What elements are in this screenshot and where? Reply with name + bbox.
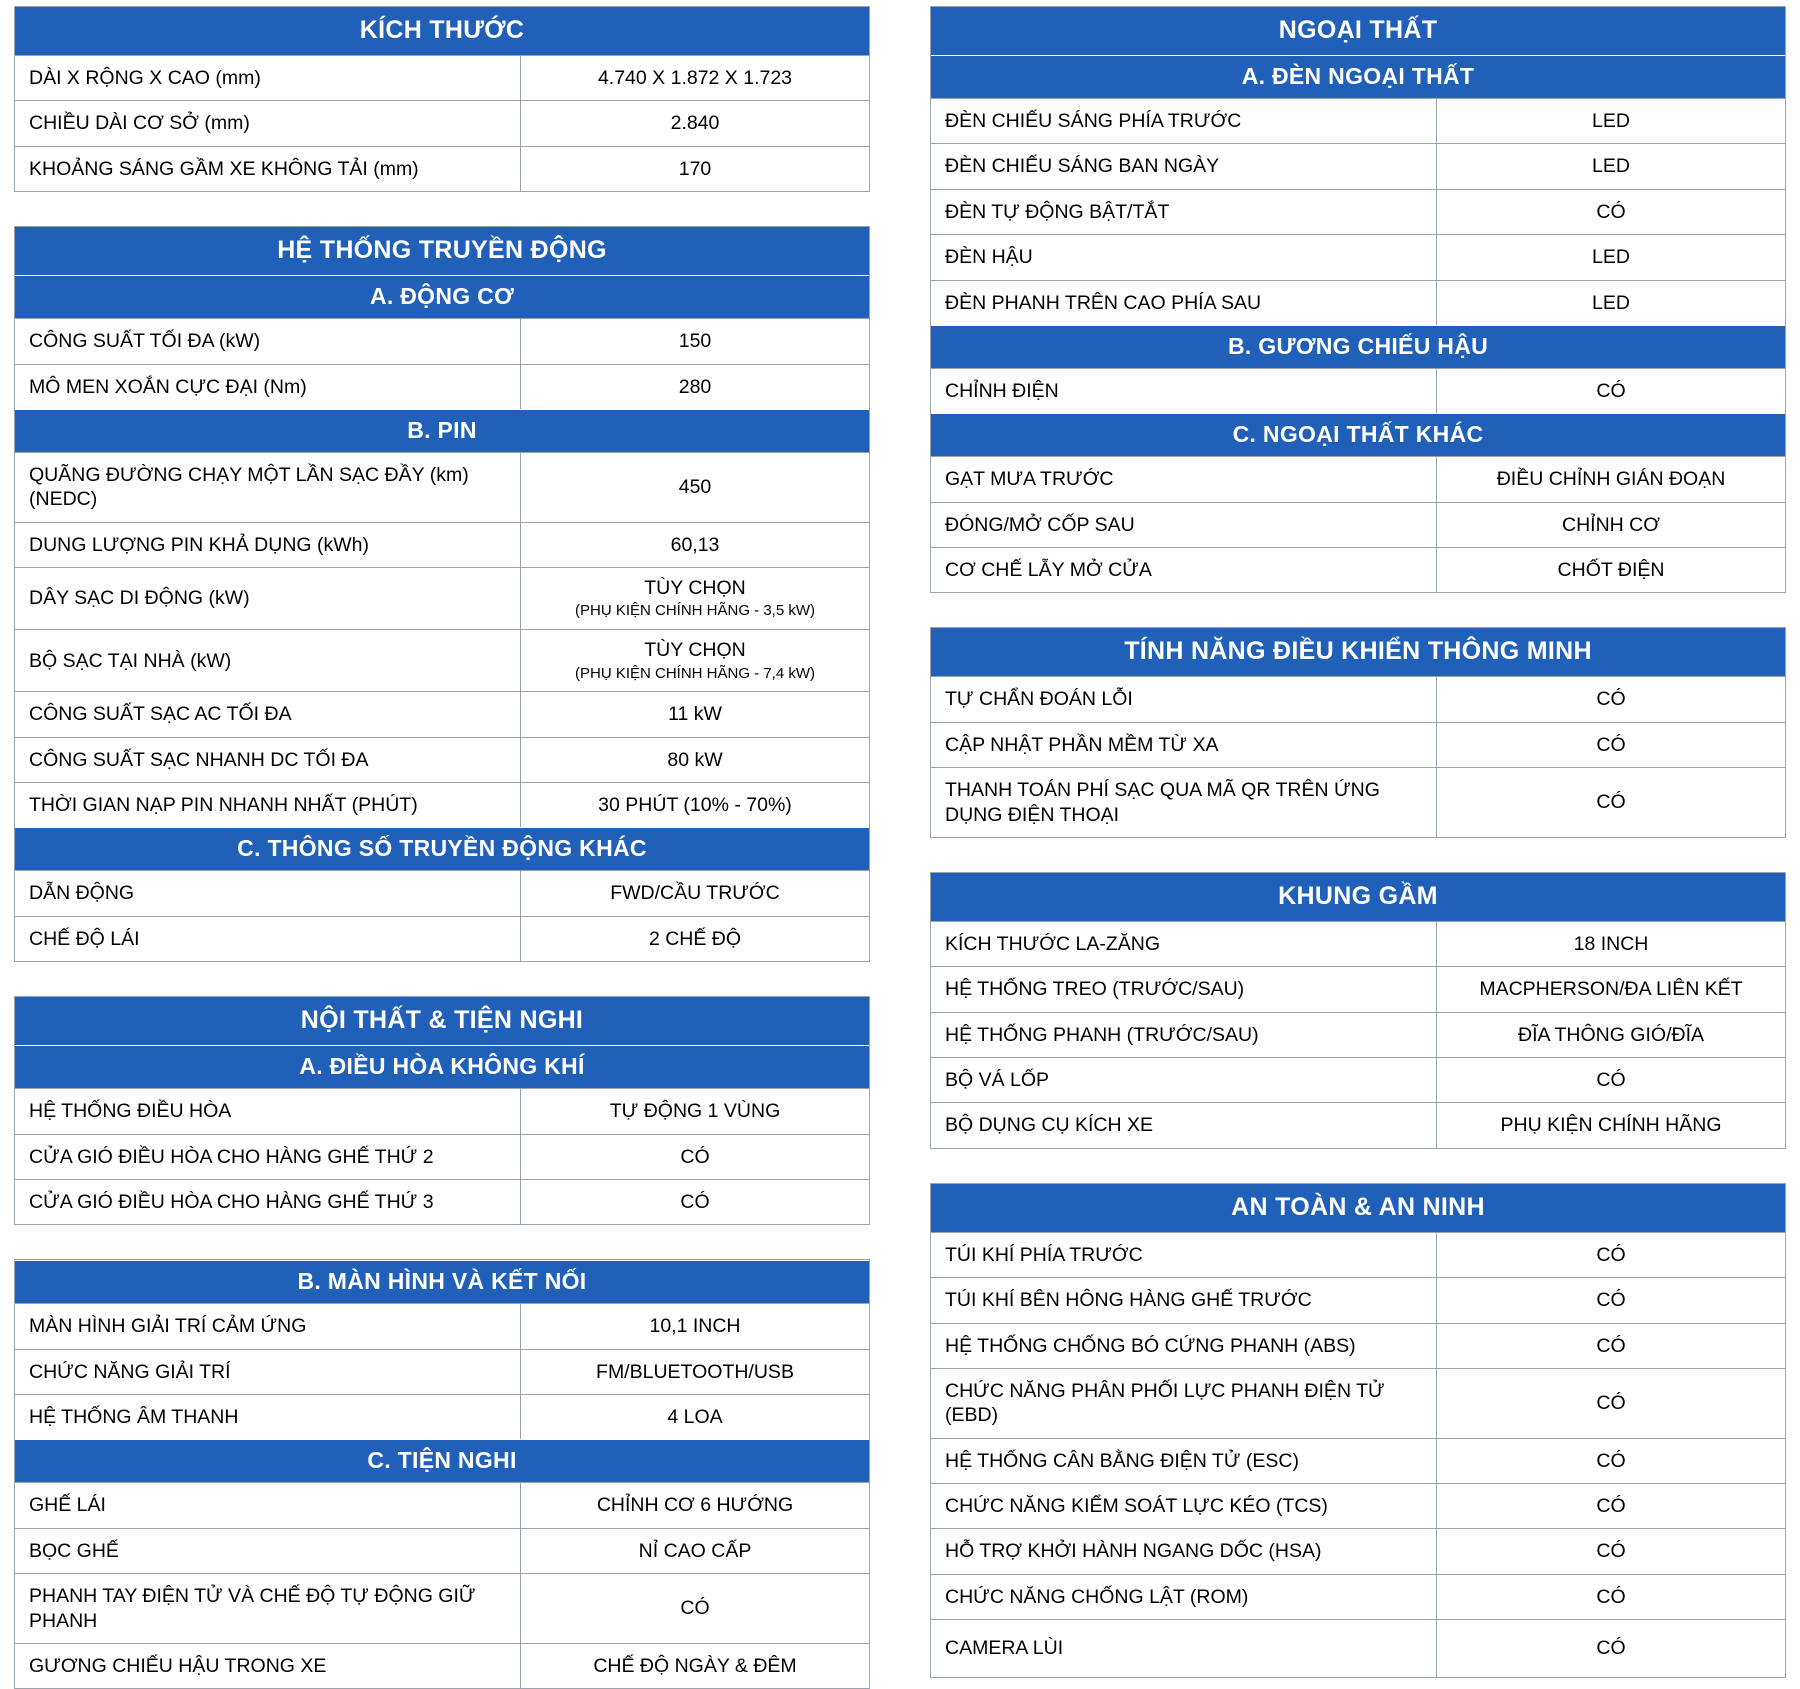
spec-block bbox=[930, 6, 1786, 593]
row-value-main: CHẾ ĐỘ NGÀY & ĐÊM bbox=[593, 1654, 797, 1677]
row-value bbox=[1436, 1575, 1785, 1619]
row-value-main: CHỈNH CƠ 6 HƯỚNG bbox=[596, 1494, 794, 1517]
row-value bbox=[520, 692, 869, 736]
table-row bbox=[931, 1012, 1785, 1057]
row-label: HỆ THỐNG PHANH (TRƯỚC/SAU) bbox=[945, 1023, 1259, 1046]
row-value bbox=[1436, 281, 1785, 325]
row-value bbox=[1436, 369, 1785, 413]
block-title: TÍNH NĂNG ĐIỀU KHIỂN THÔNG MINH bbox=[931, 628, 1785, 676]
row-value bbox=[520, 319, 869, 363]
row-label: THỜI GIAN NẠP PIN NHANH NHẤT (PHÚT) bbox=[29, 794, 418, 816]
row-value bbox=[1436, 723, 1785, 767]
table-row bbox=[15, 452, 869, 522]
table-row bbox=[931, 966, 1785, 1011]
row-value-main: TÙY CHỌN bbox=[644, 639, 746, 662]
row-value-main: CÓ bbox=[680, 1597, 710, 1620]
row-label: HỖ TRỢ KHỞI HÀNH NGANG DỐC (HSA) bbox=[945, 1540, 1322, 1563]
table-row bbox=[15, 1179, 869, 1224]
row-value bbox=[1436, 548, 1785, 592]
table-row bbox=[15, 100, 869, 145]
spec-block bbox=[14, 1259, 870, 1689]
row-label: CƠ CHẾ LẪY MỞ CỬA bbox=[945, 559, 1152, 581]
spec-block bbox=[14, 6, 870, 192]
row-value-main: 2.840 bbox=[670, 112, 720, 135]
row-label: MÀN HÌNH GIẢI TRÍ CẢM ỨNG bbox=[29, 1315, 307, 1338]
row-label: PHANH TAY ĐIỆN TỬ VÀ CHẾ ĐỘ TỰ ĐỘNG GIỮ PHANH bbox=[29, 1585, 476, 1632]
row-value-main: 170 bbox=[678, 157, 712, 180]
table-row bbox=[931, 1438, 1785, 1483]
row-label: TÚI KHÍ BÊN HÔNG HÀNG GHẾ TRƯỚC bbox=[945, 1289, 1312, 1312]
row-value bbox=[520, 1483, 869, 1527]
row-value bbox=[1436, 235, 1785, 279]
section-title: B. PIN bbox=[15, 409, 869, 452]
table-row bbox=[15, 916, 869, 961]
row-value-main: CÓ bbox=[1596, 1069, 1626, 1091]
section-title: A. ĐỘNG CƠ bbox=[15, 275, 869, 318]
row-label: HỆ THỐNG CHỐNG BÓ CỨNG PHANH (ABS) bbox=[945, 1334, 1356, 1357]
row-value-main: CÓ bbox=[1596, 1449, 1626, 1472]
row-label: CỬA GIÓ ĐIỀU HÒA CHO HÀNG GHẾ THỨ 3 bbox=[29, 1190, 434, 1213]
row-value-main: 80 kW bbox=[667, 748, 723, 771]
block-title: AN TOÀN & AN NINH bbox=[931, 1184, 1785, 1232]
table-row bbox=[931, 502, 1785, 547]
row-value bbox=[1436, 1439, 1785, 1483]
row-value bbox=[1436, 99, 1785, 143]
section-title: C. TIỆN NGHI bbox=[15, 1439, 869, 1482]
row-label: CẬP NHẬT PHẦN MỀM TỪ XA bbox=[945, 733, 1219, 756]
table-row bbox=[15, 1573, 869, 1643]
row-value-main: MACPHERSON/ĐA LIÊN KẾT bbox=[1479, 978, 1743, 1001]
row-value-main: 280 bbox=[678, 375, 712, 398]
row-value bbox=[520, 917, 869, 961]
row-label: DÀI X RỘNG X CAO (mm) bbox=[29, 67, 261, 89]
row-value bbox=[1436, 1103, 1785, 1147]
row-value-main: LED bbox=[1592, 246, 1630, 269]
row-value bbox=[1436, 677, 1785, 721]
row-value bbox=[520, 1135, 869, 1179]
row-value bbox=[1436, 144, 1785, 188]
row-value bbox=[520, 523, 869, 567]
row-value-note: (PHỤ KIỆN CHÍNH HÃNG - 3,5 kW) bbox=[574, 602, 815, 620]
row-label: CHIỀU DÀI CƠ SỞ (mm) bbox=[29, 112, 250, 135]
row-value-main: ĐIỀU CHỈNH GIÁN ĐOẠN bbox=[1496, 468, 1726, 491]
table-row bbox=[931, 189, 1785, 234]
row-value-main: CÓ bbox=[1596, 379, 1626, 402]
row-value bbox=[520, 365, 869, 409]
row-label: BỘ SẠC TẠI NHÀ (kW) bbox=[29, 649, 232, 672]
table-row bbox=[931, 1619, 1785, 1677]
row-value bbox=[520, 453, 869, 522]
spec-block bbox=[14, 226, 870, 962]
row-value bbox=[1436, 190, 1785, 234]
left-column bbox=[14, 6, 870, 1689]
table-row bbox=[15, 629, 869, 691]
row-value bbox=[520, 1089, 869, 1133]
table-row bbox=[931, 921, 1785, 966]
table-row bbox=[931, 1528, 1785, 1573]
row-value bbox=[520, 1180, 869, 1224]
row-value-main: 450 bbox=[678, 476, 712, 499]
row-label: KHOẢNG SÁNG GẦM XE KHÔNG TẢI (mm) bbox=[29, 157, 419, 180]
row-value-main: 11 kW bbox=[668, 703, 722, 726]
table-row bbox=[931, 1483, 1785, 1528]
row-value-main: 60,13 bbox=[670, 533, 720, 556]
row-value bbox=[520, 1304, 869, 1348]
table-row bbox=[931, 547, 1785, 592]
row-label: ĐÈN CHIẾU SÁNG BAN NGÀY bbox=[945, 155, 1220, 178]
row-value bbox=[520, 147, 869, 191]
section-title: C. THÔNG SỐ TRUYỀN ĐỘNG KHÁC bbox=[15, 827, 869, 870]
row-value bbox=[1436, 1058, 1785, 1102]
row-value-note: (PHỤ KIỆN CHÍNH HÃNG - 7,4 kW) bbox=[574, 664, 815, 682]
row-value bbox=[520, 871, 869, 915]
section-title: C. NGOẠI THẤT KHÁC bbox=[931, 413, 1785, 456]
row-value bbox=[1436, 768, 1785, 837]
table-row bbox=[931, 1232, 1785, 1277]
row-label: HỆ THỐNG ÂM THANH bbox=[29, 1406, 239, 1428]
block-title: NGOẠI THẤT bbox=[931, 7, 1785, 55]
row-value bbox=[1436, 503, 1785, 547]
row-value-main: CÓ bbox=[1596, 1540, 1626, 1563]
row-label: CAMERA LÙI bbox=[945, 1637, 1064, 1660]
table-row bbox=[15, 55, 869, 100]
row-value-main: TÙY CHỌN bbox=[644, 577, 746, 599]
row-label: CHỨC NĂNG GIẢI TRÍ bbox=[29, 1360, 231, 1383]
row-value-main: 18 INCH bbox=[1573, 932, 1649, 955]
row-label: CÔNG SUẤT SẠC AC TỐI ĐA bbox=[29, 703, 292, 726]
row-label: DUNG LƯỢNG PIN KHẢ DỤNG (kWh) bbox=[29, 533, 369, 556]
row-label: QUÃNG ĐƯỜNG CHẠY MỘT LẦN SẠC ĐẦY (km) (NEDC) bbox=[29, 463, 469, 511]
row-value bbox=[1436, 457, 1785, 501]
table-row bbox=[15, 146, 869, 191]
row-value bbox=[1436, 967, 1785, 1011]
table-row bbox=[931, 1368, 1785, 1438]
table-row bbox=[931, 368, 1785, 413]
row-label: BỘ VÁ LỐP bbox=[945, 1069, 1050, 1091]
row-value-main: CHỐT ĐIỆN bbox=[1557, 559, 1665, 581]
table-row bbox=[931, 1323, 1785, 1368]
row-value bbox=[1436, 1484, 1785, 1528]
row-value-main: ĐĨA THÔNG GIÓ/ĐĨA bbox=[1517, 1023, 1704, 1046]
row-value-main: CÓ bbox=[1596, 1495, 1626, 1517]
row-label: CHỈNH ĐIỆN bbox=[945, 379, 1059, 402]
row-value-main: CÓ bbox=[1596, 1334, 1626, 1357]
row-label: HỆ THỐNG CÂN BẰNG ĐIỆN TỬ (ESC) bbox=[945, 1449, 1299, 1472]
block-title: HỆ THỐNG TRUYỀN ĐỘNG bbox=[15, 227, 869, 275]
row-label: DÂY SẠC DI ĐỘNG (kW) bbox=[29, 587, 250, 610]
row-value bbox=[1436, 1013, 1785, 1057]
row-value-main: LED bbox=[1592, 110, 1630, 132]
block-title: KÍCH THƯỚC bbox=[15, 7, 869, 55]
table-row bbox=[931, 98, 1785, 143]
section-title: B. MÀN HÌNH VÀ KẾT NỐI bbox=[15, 1260, 869, 1303]
row-value-main: CÓ bbox=[1596, 1289, 1626, 1312]
table-row bbox=[15, 522, 869, 567]
section-title: A. ĐÈN NGOẠI THẤT bbox=[931, 55, 1785, 98]
table-row bbox=[15, 1303, 869, 1348]
row-label: ĐÈN TỰ ĐỘNG BẬT/TẮT bbox=[945, 200, 1170, 223]
table-row bbox=[931, 1057, 1785, 1102]
row-value bbox=[1436, 1369, 1785, 1438]
table-row bbox=[15, 1134, 869, 1179]
row-label: CHỨC NĂNG KIỂM SOÁT LỰC KÉO (TCS) bbox=[945, 1495, 1328, 1517]
table-row bbox=[15, 1482, 869, 1527]
row-value-main: CÓ bbox=[1596, 791, 1626, 814]
table-row bbox=[15, 691, 869, 736]
row-label: ĐÈN CHIẾU SÁNG PHÍA TRƯỚC bbox=[945, 110, 1242, 132]
right-column bbox=[930, 6, 1786, 1689]
row-value bbox=[520, 783, 869, 827]
row-label: GHẾ LÁI bbox=[29, 1494, 106, 1517]
row-value bbox=[520, 1395, 869, 1439]
row-label: MÔ MEN XOẮN CỰC ĐẠI (Nm) bbox=[29, 375, 307, 398]
row-label: CỬA GIÓ ĐIỀU HÒA CHO HÀNG GHẾ THỨ 2 bbox=[29, 1145, 434, 1168]
row-value-main: CHỈNH CƠ bbox=[1562, 513, 1660, 536]
row-value bbox=[520, 568, 869, 629]
row-value-main: CÓ bbox=[1596, 1637, 1626, 1660]
table-row bbox=[15, 737, 869, 782]
row-label: CHẾ ĐỘ LÁI bbox=[29, 927, 140, 950]
row-value-main: CÓ bbox=[1596, 1392, 1626, 1415]
row-value bbox=[1436, 1278, 1785, 1322]
row-label: BỘ DỤNG CỤ KÍCH XE bbox=[945, 1114, 1154, 1137]
row-label: HỆ THỐNG TREO (TRƯỚC/SAU) bbox=[945, 978, 1245, 1001]
table-row bbox=[15, 870, 869, 915]
row-value-main: FM/BLUETOOTH/USB bbox=[596, 1360, 794, 1383]
row-value-main: 30 PHÚT (10% - 70%) bbox=[598, 794, 792, 816]
table-row bbox=[15, 1349, 869, 1394]
table-row bbox=[15, 567, 869, 629]
row-value-main: PHỤ KIỆN CHÍNH HÃNG bbox=[1500, 1114, 1722, 1137]
table-row bbox=[931, 1102, 1785, 1147]
table-row bbox=[15, 1394, 869, 1439]
row-value bbox=[1436, 1233, 1785, 1277]
row-value-main: FWD/CẦU TRƯỚC bbox=[610, 882, 780, 905]
row-value-main: LED bbox=[1592, 291, 1630, 314]
table-row bbox=[15, 1643, 869, 1688]
table-row bbox=[931, 1277, 1785, 1322]
row-value-main: CÓ bbox=[680, 1190, 710, 1213]
row-value bbox=[1436, 922, 1785, 966]
row-value-main: TỰ ĐỘNG 1 VÙNG bbox=[609, 1100, 781, 1123]
row-value-main: 2 CHẾ ĐỘ bbox=[648, 927, 742, 950]
row-label: KÍCH THƯỚC LA-ZĂNG bbox=[945, 932, 1161, 955]
row-label: ĐÓNG/MỞ CỐP SAU bbox=[945, 513, 1135, 536]
table-row bbox=[15, 364, 869, 409]
spec-block bbox=[14, 996, 870, 1225]
row-label: TÚI KHÍ PHÍA TRƯỚC bbox=[945, 1243, 1143, 1266]
row-value-main: CÓ bbox=[1596, 1585, 1626, 1608]
row-value bbox=[520, 101, 869, 145]
row-value bbox=[520, 630, 869, 691]
row-label: CHỨC NĂNG CHỐNG LẬT (ROM) bbox=[945, 1585, 1249, 1608]
table-row bbox=[931, 1574, 1785, 1619]
table-row bbox=[15, 1528, 869, 1573]
row-label: CÔNG SUẤT SẠC NHANH DC TỐI ĐA bbox=[29, 748, 369, 771]
row-value-main: 10,1 INCH bbox=[649, 1315, 741, 1338]
row-value-main: 4.740 X 1.872 X 1.723 bbox=[597, 67, 793, 89]
row-label: GẠT MƯA TRƯỚC bbox=[945, 468, 1114, 491]
row-label: CÔNG SUẤT TỐI ĐA (kW) bbox=[29, 330, 261, 353]
row-label: HỆ THỐNG ĐIỀU HÒA bbox=[29, 1100, 232, 1123]
row-value-main: LED bbox=[1592, 155, 1630, 178]
row-value bbox=[1436, 1529, 1785, 1573]
table-row bbox=[931, 676, 1785, 721]
block-title: NỘI THẤT & TIỆN NGHI bbox=[15, 997, 869, 1045]
row-value bbox=[1436, 1620, 1785, 1677]
table-row bbox=[15, 1088, 869, 1133]
row-value-main: NỈ CAO CẤP bbox=[638, 1539, 752, 1562]
row-value bbox=[520, 56, 869, 100]
row-label: TỰ CHẨN ĐOÁN LỖI bbox=[945, 688, 1133, 711]
row-value-main: 4 LOA bbox=[667, 1406, 723, 1428]
row-label: ĐÈN HẬU bbox=[945, 246, 1033, 269]
row-value-main: CÓ bbox=[1596, 1243, 1626, 1266]
row-label: BỌC GHẾ bbox=[29, 1539, 119, 1562]
table-row bbox=[931, 722, 1785, 767]
spec-block bbox=[930, 872, 1786, 1149]
table-row bbox=[931, 767, 1785, 837]
row-value bbox=[1436, 1324, 1785, 1368]
row-value-main: 150 bbox=[678, 330, 712, 353]
row-value bbox=[520, 1574, 869, 1643]
row-value bbox=[520, 1529, 869, 1573]
table-row bbox=[15, 318, 869, 363]
table-row bbox=[931, 280, 1785, 325]
row-value-main: CÓ bbox=[1596, 200, 1626, 223]
block-title: KHUNG GẦM bbox=[931, 873, 1785, 921]
spec-block bbox=[930, 1183, 1786, 1678]
row-value-main: CÓ bbox=[1596, 688, 1626, 711]
section-title: B. GƯƠNG CHIẾU HẬU bbox=[931, 325, 1785, 368]
row-value bbox=[520, 1644, 869, 1688]
row-label: CHỨC NĂNG PHÂN PHỐI LỰC PHANH ĐIỆN TỬ (EBD) bbox=[945, 1379, 1385, 1427]
row-label: ĐÈN PHANH TRÊN CAO PHÍA SAU bbox=[945, 291, 1262, 314]
row-value-main: CÓ bbox=[1596, 733, 1626, 756]
table-row bbox=[931, 456, 1785, 501]
row-value bbox=[520, 1350, 869, 1394]
spec-block bbox=[930, 627, 1786, 838]
row-value bbox=[520, 738, 869, 782]
row-label: DẪN ĐỘNG bbox=[29, 882, 135, 905]
table-row bbox=[931, 234, 1785, 279]
table-row bbox=[931, 143, 1785, 188]
table-row bbox=[15, 782, 869, 827]
section-title: A. ĐIỀU HÒA KHÔNG KHÍ bbox=[15, 1045, 869, 1088]
row-label: THANH TOÁN PHÍ SẠC QUA MÃ QR TRÊN ỨNG DỤNG ĐIỆN THOẠI bbox=[945, 779, 1380, 826]
row-value-main: CÓ bbox=[680, 1145, 710, 1168]
row-label: GƯƠNG CHIẾU HẬU TRONG XE bbox=[29, 1654, 327, 1677]
